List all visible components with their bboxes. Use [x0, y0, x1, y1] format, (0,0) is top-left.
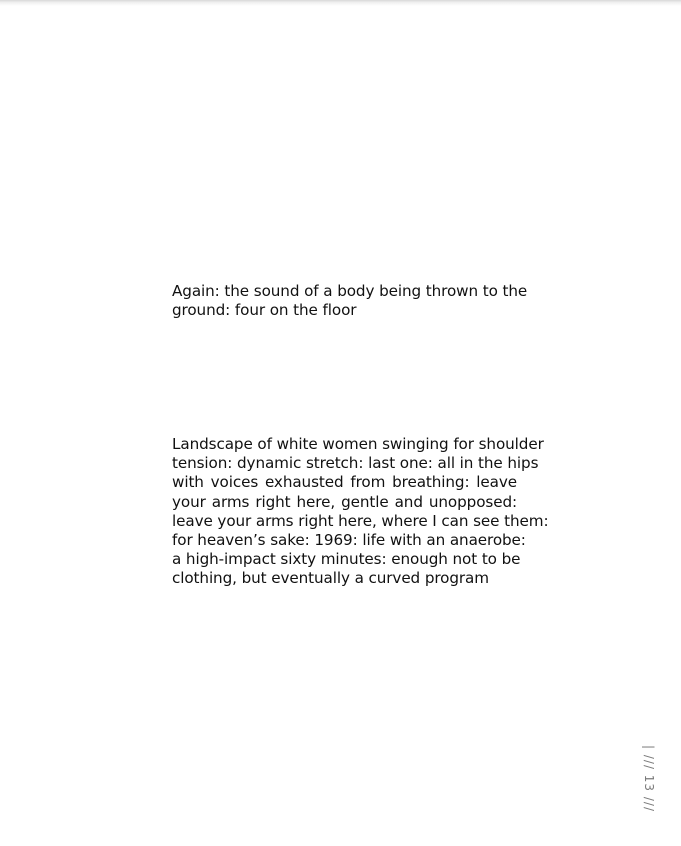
poem-line: with voices exhausted from breathing: leave	[172, 473, 517, 492]
poem-line: ground: four on the floor	[172, 301, 357, 320]
poem-line: clothing, but eventually a curved program	[172, 569, 489, 588]
page-number: | /// 13 ///	[642, 745, 656, 813]
poem-line: Landscape of white women swinging for shoulder	[172, 435, 544, 453]
poem-line: leave your arms right here, where I can see them:	[172, 511, 549, 530]
poem-line: tension: dynamic stretch: last one: all in the hips	[172, 454, 539, 473]
poem-line: for heaven’s sake: 1969: life with an anaerobe:	[172, 531, 526, 550]
poem-stanza-2	[172, 435, 549, 589]
poem-line: a high-impact sixty minutes: enough not to be	[172, 550, 521, 569]
page-top-edge	[0, 0, 681, 6]
poem-line: your arms right here, gentle and unopposed:	[172, 492, 517, 511]
poem-line: Again: the sound of a body being thrown to the	[172, 282, 528, 300]
poem-stanza-1	[172, 282, 528, 320]
